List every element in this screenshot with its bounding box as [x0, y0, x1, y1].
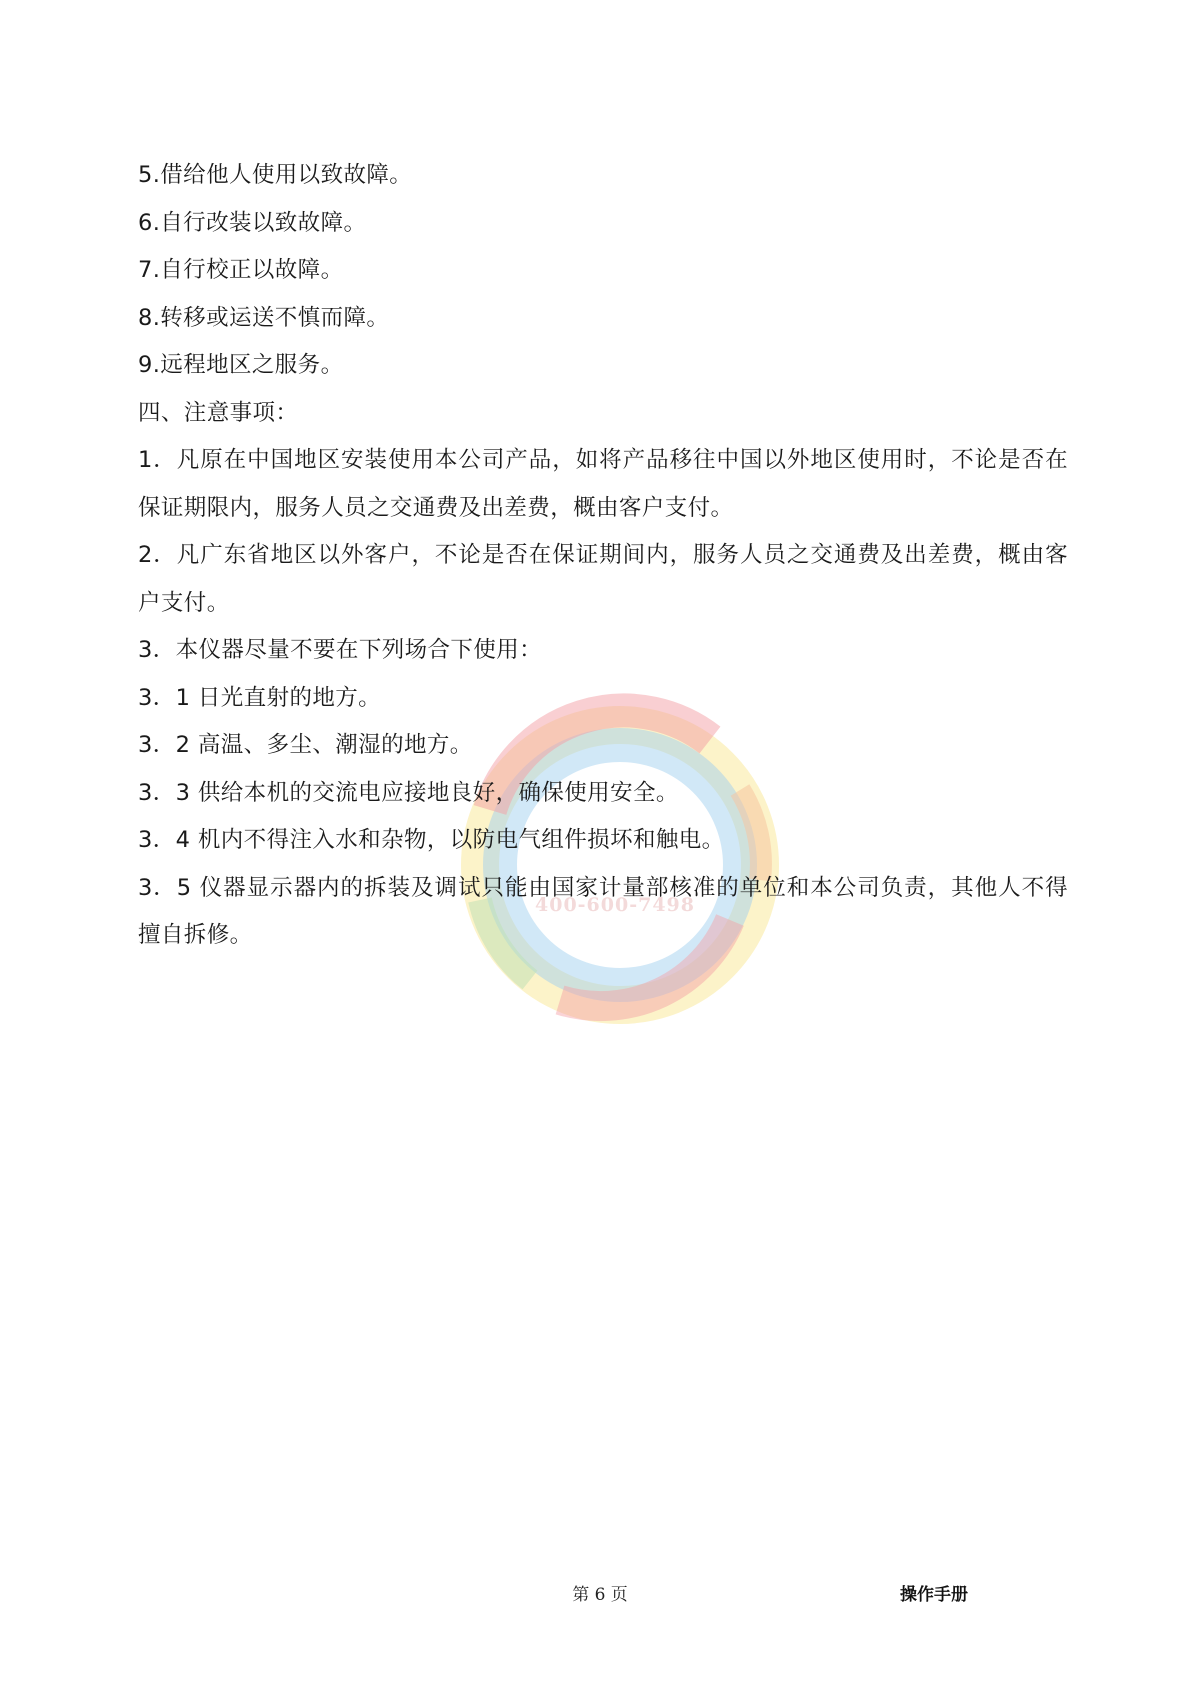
paragraph: 3．2 高温、多尘、潮湿的地方。 — [138, 732, 473, 758]
paragraph: 3．5 仪器显示器内的拆装及调试只能由国家计量部核准的单位和本公司负责，其他人不得擅自拆修。 — [138, 874, 1068, 948]
paragraph: 5.借给他人使用以致故障。 — [138, 162, 413, 188]
manual-title: 操作手册 — [900, 1585, 968, 1605]
watermark-phone: 400-600-7498 — [535, 894, 695, 916]
page-number: 第 6 页 — [572, 1585, 628, 1605]
paragraph: 7.自行校正以故障。 — [138, 257, 344, 283]
paragraph: 3．3 供给本机的交流电应接地良好，确保使用安全。 — [138, 779, 679, 806]
document-body — [138, 152, 1068, 960]
paragraph: 3．4 机内不得注入水和杂物，以防电气组件损坏和触电。 — [138, 827, 725, 853]
paragraph: 9.远程地区之服务。 — [138, 352, 344, 378]
paragraph: 3．本仪器尽量不要在下列场合下使用： — [138, 637, 543, 663]
paragraph: 2．凡广东省地区以外客户，不论是否在保证期间内，服务人员之交通费及出差费，概由客户支付。 — [138, 542, 1068, 616]
paragraph: 6.自行改装以致故障。 — [138, 209, 367, 236]
paragraph: 8.转移或运送不慎而障。 — [138, 304, 390, 331]
section-heading: 四、注意事项： — [138, 399, 299, 426]
paragraph: 1．凡原在中国地区安装使用本公司产品，如将产品移往中国以外地区使用时，不论是否在保证期限内，服务人员之交通费及出差费，概由客户支付。 — [138, 447, 1068, 521]
paragraph: 3．1 日光直射的地方。 — [138, 684, 382, 711]
